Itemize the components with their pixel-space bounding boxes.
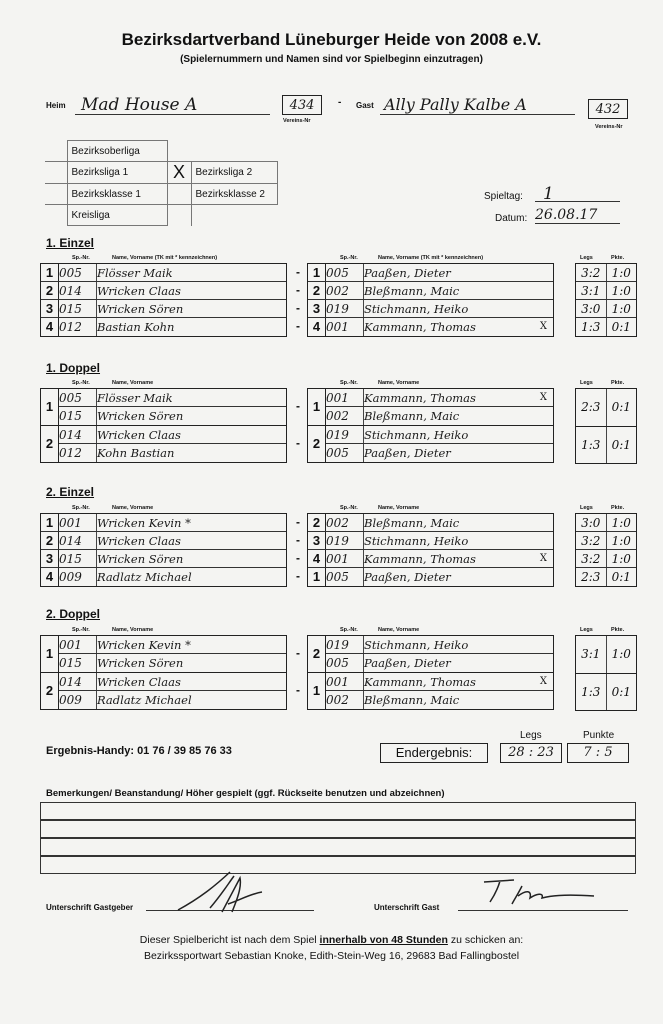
- remarks-label: Bemerkungen/ Beanstandung/ Höher gespielt (ggf. Rückseite benutzen und abzeichnen): [46, 788, 445, 799]
- legs-value: 3:2: [576, 264, 607, 281]
- doppel2-gast-table: [307, 635, 554, 710]
- versus-dash: -: [296, 551, 300, 565]
- signature-guest-label: Unterschrift Gast: [374, 903, 440, 912]
- col-header-name: Name, Vorname (TK mit * kennzeichnen): [378, 255, 484, 261]
- player-name: Paaßen, Dieter: [364, 266, 451, 280]
- captain-x-mark: X: [539, 392, 547, 403]
- player-nr: 001: [59, 514, 97, 531]
- col-header-pkte: Pkte.: [611, 505, 625, 511]
- table-row: [59, 407, 286, 425]
- legs-value: 3:2: [576, 550, 607, 567]
- player-name: Bleßmann, Maic: [364, 516, 460, 530]
- signature-guest-image: [478, 876, 598, 906]
- pair-row: [308, 636, 553, 673]
- table-row: [308, 264, 553, 282]
- player-nr: 002: [326, 407, 364, 425]
- row-number: 4: [308, 550, 326, 567]
- player-nr: 002: [326, 514, 364, 531]
- league-selected-mark: X: [167, 162, 191, 184]
- player-nr: 015: [59, 654, 97, 672]
- legs-value: 2:3: [576, 389, 607, 426]
- punkte-total-label: Punkte: [583, 730, 615, 741]
- result-row: [576, 674, 636, 711]
- heim-name-field: [75, 95, 270, 115]
- col-header-legs: Legs: [580, 380, 593, 386]
- heim-nr: 434: [289, 98, 315, 113]
- table-row: [41, 318, 286, 336]
- table-row: [308, 300, 553, 318]
- player-name: Wricken Sören: [97, 552, 184, 566]
- result-row: [576, 550, 636, 568]
- datum-label: Datum:: [495, 213, 528, 224]
- result-row: [576, 282, 636, 300]
- section-title-einzel2: 2. Einzel: [46, 485, 95, 499]
- legs-value: 3:2: [576, 532, 607, 549]
- player-nr: 001: [59, 636, 97, 653]
- player-name: Bleßmann, Maic: [364, 284, 460, 298]
- player-name: Bleßmann, Maic: [364, 409, 460, 423]
- player-nr: 005: [326, 568, 364, 586]
- col-header-name: Name, Vorname: [112, 380, 154, 386]
- table-row: [308, 514, 553, 532]
- versus-dash: -: [296, 515, 300, 529]
- player-name: Flösser Maik: [97, 391, 173, 405]
- player-name: Kohn Bastian: [97, 446, 175, 460]
- player-name: Wricken Claas: [97, 428, 181, 442]
- result-row: [576, 389, 636, 427]
- legs-value: 1:3: [576, 674, 607, 711]
- pkte-value: 0:1: [611, 684, 631, 699]
- remarks-line: [40, 838, 636, 856]
- player-name: Wricken Sören: [97, 656, 184, 670]
- einzel1-heim-table: [40, 263, 287, 337]
- pair-row: [41, 389, 286, 426]
- col-header-legs: Legs: [580, 255, 593, 261]
- table-row: [326, 426, 553, 444]
- notice-post: zu schicken an:: [447, 934, 524, 946]
- versus-dash: -: [296, 436, 300, 450]
- player-name: Paaßen, Dieter: [364, 446, 451, 460]
- player-name: Stichmann, Heiko: [364, 302, 469, 316]
- datum-field: [535, 206, 620, 224]
- row-number: 4: [308, 318, 326, 336]
- legs-value: 3:0: [576, 300, 607, 317]
- col-header-spnr: Sp.-Nr.: [72, 255, 90, 261]
- result-row: [576, 514, 636, 532]
- gast-label: Gast: [356, 101, 374, 110]
- player-nr: 005: [326, 444, 364, 462]
- col-header-spnr: Sp.-Nr.: [72, 380, 90, 386]
- captain-x-mark: X: [539, 553, 547, 564]
- pair-row: [308, 389, 553, 426]
- heim-name: Mad House A: [81, 95, 198, 115]
- signature-host-image: [170, 868, 270, 918]
- table-row: [59, 636, 286, 654]
- remarks-line: [40, 802, 636, 820]
- table-row: [308, 282, 553, 300]
- col-header-spnr: Sp.-Nr.: [340, 505, 358, 511]
- page-title: Bezirksdartverband Lüneburger Heide von 2008 e.V.: [121, 30, 542, 49]
- player-name-text: Kammann, Thomas: [364, 320, 476, 334]
- gast-name: Ally Pally Kalbe A: [384, 95, 527, 114]
- spieltag-value: 1: [543, 184, 554, 204]
- legs-total-label: Legs: [520, 730, 542, 741]
- versus-dash: -: [296, 569, 300, 583]
- row-number: 2: [308, 282, 326, 299]
- versus-dash: -: [296, 533, 300, 547]
- player-nr: 002: [326, 691, 364, 709]
- row-number: 2: [308, 514, 326, 531]
- row-number: 1: [308, 568, 326, 586]
- section-title-einzel1: 1. Einzel: [46, 236, 95, 250]
- pkte-value: 0:1: [611, 437, 631, 452]
- pkte-value: 1:0: [611, 552, 631, 566]
- result-row: [576, 636, 636, 674]
- pair-number: 2: [308, 426, 326, 462]
- table-row: [326, 389, 553, 407]
- player-nr: 009: [59, 691, 97, 709]
- section-title-doppel1: 1. Doppel: [46, 361, 101, 375]
- player-nr: 001: [326, 673, 364, 690]
- heim-nr-box: [282, 95, 322, 115]
- table-row: [59, 673, 286, 691]
- row-number: 1: [41, 264, 59, 281]
- row-number: 3: [41, 550, 59, 567]
- player-name: Wricken Kevin *: [97, 638, 191, 652]
- player-nr: 014: [59, 673, 97, 690]
- pkte-value: 1:0: [611, 516, 631, 530]
- datum-value: 26.08.17: [535, 207, 598, 223]
- table-row: [41, 550, 286, 568]
- player-name-text: Kammann, Thomas: [364, 675, 476, 689]
- table-row: [41, 300, 286, 318]
- versus-dash: -: [296, 646, 300, 660]
- col-header-pkte: Pkte.: [611, 627, 625, 633]
- pair-number: 2: [41, 673, 59, 709]
- remarks-line: [40, 856, 636, 874]
- player-nr: 001: [326, 389, 364, 406]
- col-header-legs: Legs: [580, 627, 593, 633]
- legs-value: 1:3: [576, 427, 607, 464]
- result-handy: Ergebnis-Handy: 01 76 / 39 85 76 33: [46, 745, 232, 757]
- heim-label: Heim: [46, 101, 66, 110]
- spieltag-field: [535, 184, 620, 202]
- pair-row: [41, 673, 286, 709]
- player-nr: 015: [59, 550, 97, 567]
- player-nr: 015: [59, 407, 97, 425]
- table-row: [308, 550, 553, 568]
- legs-value: 1:3: [576, 318, 607, 336]
- result-row: [576, 264, 636, 282]
- result-row: [576, 568, 636, 586]
- notice-deadline: innerhalb von 48 Stunden: [319, 934, 448, 946]
- col-header-pkte: Pkte.: [611, 380, 625, 386]
- pair-row: [41, 426, 286, 462]
- table-row: [41, 568, 286, 586]
- einzel1-gast-table: [307, 263, 554, 337]
- player-name-text: Kammann, Thomas: [364, 552, 476, 566]
- result-row: [576, 532, 636, 550]
- table-row: [308, 568, 553, 586]
- player-name-text: Kammann, Thomas: [364, 391, 476, 405]
- endergebnis-label: Endergebnis:: [380, 743, 488, 763]
- row-number: 2: [41, 282, 59, 299]
- player-name: [364, 673, 553, 690]
- pair-number: 1: [41, 636, 59, 672]
- table-row: [41, 264, 286, 282]
- table-row: [59, 426, 286, 444]
- spieltag-label: Spieltag:: [484, 191, 523, 202]
- captain-x-mark: X: [539, 321, 547, 332]
- pair-number: 1: [308, 673, 326, 709]
- result-row: [576, 300, 636, 318]
- notice: [0, 934, 663, 946]
- gast-nr-box: [588, 99, 628, 119]
- col-header-name: Name, Vorname: [378, 380, 420, 386]
- player-name: [364, 550, 553, 567]
- einzel2-results: [575, 513, 637, 587]
- col-header-name: Name, Vorname (TK mit * kennzeichnen): [112, 255, 218, 261]
- col-header-spnr: Sp.-Nr.: [72, 627, 90, 633]
- row-number: 4: [41, 318, 59, 336]
- col-header-spnr: Sp.-Nr.: [340, 255, 358, 261]
- page-subtitle: (Spielernummern und Namen sind vor Spielbeginn einzutragen): [180, 54, 483, 65]
- doppel1-gast-table: [307, 388, 554, 463]
- punkte-total: 7 : 5: [567, 743, 629, 763]
- row-number: 1: [308, 264, 326, 281]
- player-name: Stichmann, Heiko: [364, 638, 469, 652]
- pkte-value: 1:0: [611, 302, 631, 316]
- player-nr: 001: [326, 550, 364, 567]
- pair-row: [308, 426, 553, 462]
- player-name: Stichmann, Heiko: [364, 428, 469, 442]
- result-row: [576, 318, 636, 336]
- col-header-name: Name, Vorname: [378, 505, 420, 511]
- player-nr: 019: [326, 636, 364, 653]
- gast-nr: 432: [595, 102, 621, 117]
- player-name: Wricken Sören: [97, 302, 184, 316]
- league-option: Bezirksklasse 2: [191, 184, 277, 205]
- table-row: [326, 636, 553, 654]
- pair-row: [308, 673, 553, 709]
- player-name: Wricken Claas: [97, 284, 181, 298]
- col-header-legs: Legs: [580, 505, 593, 511]
- signature-host-label: Unterschrift Gastgeber: [46, 903, 134, 912]
- pkte-value: 0:1: [611, 320, 631, 334]
- versus-dash: -: [296, 683, 300, 697]
- table-row: [59, 691, 286, 709]
- row-number: 3: [308, 532, 326, 549]
- league-option: Bezirksklasse 1: [67, 184, 167, 205]
- player-name: Paaßen, Dieter: [364, 570, 451, 584]
- player-name: [364, 389, 553, 406]
- row-number: 1: [41, 514, 59, 531]
- legs-value: 3:0: [576, 514, 607, 531]
- versus-dash: -: [296, 319, 300, 333]
- player-nr: 002: [326, 282, 364, 299]
- legs-value: 3:1: [576, 282, 607, 299]
- notice-pre: Dieser Spielbericht ist nach dem Spiel: [139, 934, 320, 946]
- doppel2-results: [575, 635, 637, 711]
- pkte-value: 1:0: [611, 284, 631, 298]
- row-number: 4: [41, 568, 59, 586]
- player-nr: 019: [326, 426, 364, 443]
- player-name: Flösser Maik: [97, 266, 173, 280]
- league-option: Bezirksoberliga: [67, 141, 167, 162]
- col-header-spnr: Sp.-Nr.: [340, 380, 358, 386]
- table-row: [59, 654, 286, 672]
- player-name: Paaßen, Dieter: [364, 656, 451, 670]
- col-header-spnr: Sp.-Nr.: [340, 627, 358, 633]
- pair-number: 1: [308, 389, 326, 425]
- table-row: [326, 673, 553, 691]
- einzel1-results: [575, 263, 637, 337]
- pkte-value: 1:0: [611, 647, 631, 661]
- table-row: [326, 444, 553, 462]
- col-header-pkte: Pkte.: [611, 255, 625, 261]
- row-number: 3: [41, 300, 59, 317]
- versus-dash: -: [296, 265, 300, 279]
- gast-vereins-nr-label: Vereins-Nr: [595, 124, 623, 130]
- result-row: [576, 427, 636, 464]
- address: Bezirkssportwart Sebastian Knoke, Edith-Stein-Weg 16, 29683 Bad Fallingbostel: [143, 950, 520, 962]
- col-header-name: Name, Vorname: [112, 627, 154, 633]
- player-name: [364, 318, 553, 336]
- row-number: 3: [308, 300, 326, 317]
- player-name: Bastian Kohn: [97, 320, 175, 334]
- teams-separator: -: [338, 97, 342, 108]
- legs-value: 2:3: [576, 568, 607, 586]
- table-row: [41, 532, 286, 550]
- player-nr: 005: [59, 264, 97, 281]
- player-nr: 012: [59, 318, 97, 336]
- pair-row: [41, 636, 286, 673]
- player-name: Wricken Claas: [97, 675, 181, 689]
- player-nr: 005: [59, 389, 97, 406]
- player-nr: 014: [59, 282, 97, 299]
- doppel1-heim-table: [40, 388, 287, 463]
- table-row: [308, 532, 553, 550]
- doppel1-results: [575, 388, 637, 464]
- player-nr: 001: [326, 318, 364, 336]
- player-nr: 014: [59, 426, 97, 443]
- row-number: 2: [41, 532, 59, 549]
- legs-value: 3:1: [576, 636, 607, 673]
- gast-name-field: [380, 95, 575, 115]
- table-row: [326, 654, 553, 672]
- table-row: [41, 282, 286, 300]
- versus-dash: -: [296, 399, 300, 413]
- player-name: Radlatz Michael: [97, 570, 192, 584]
- player-nr: 019: [326, 532, 364, 549]
- player-name: Wricken Claas: [97, 534, 181, 548]
- player-name: Stichmann, Heiko: [364, 534, 469, 548]
- league-option: Bezirksliga 2: [191, 162, 277, 184]
- player-name: Wricken Kevin *: [97, 516, 191, 530]
- league-option: Bezirksliga 1: [67, 162, 167, 184]
- table-row: [41, 514, 286, 532]
- player-name: Bleßmann, Maic: [364, 693, 460, 707]
- pair-number: 2: [308, 636, 326, 672]
- player-nr: 005: [326, 264, 364, 281]
- einzel2-heim-table: [40, 513, 287, 587]
- table-row: [59, 444, 286, 462]
- col-header-spnr: Sp.-Nr.: [72, 505, 90, 511]
- player-name: Radlatz Michael: [97, 693, 192, 707]
- table-row: [308, 318, 553, 336]
- player-nr: 005: [326, 654, 364, 672]
- league-option: Kreisliga: [67, 205, 167, 226]
- heim-vereins-nr-label: Vereins-Nr: [283, 118, 311, 124]
- pkte-value: 1:0: [611, 534, 631, 548]
- col-header-name: Name, Vorname: [112, 505, 154, 511]
- player-nr: 014: [59, 532, 97, 549]
- doppel2-heim-table: [40, 635, 287, 710]
- pkte-value: 0:1: [611, 570, 631, 584]
- table-row: [59, 389, 286, 407]
- player-nr: 019: [326, 300, 364, 317]
- section-title-doppel2: 2. Doppel: [46, 607, 101, 621]
- pair-number: 2: [41, 426, 59, 462]
- col-header-name: Name, Vorname: [378, 627, 420, 633]
- player-nr: 009: [59, 568, 97, 586]
- remarks-line: [40, 820, 636, 838]
- table-row: [326, 691, 553, 709]
- legs-total: 28 : 23: [500, 743, 562, 763]
- table-row: [326, 407, 553, 425]
- pkte-value: 1:0: [611, 266, 631, 280]
- player-nr: 015: [59, 300, 97, 317]
- player-name: Wricken Sören: [97, 409, 184, 423]
- versus-dash: -: [296, 283, 300, 297]
- einzel2-gast-table: [307, 513, 554, 587]
- captain-x-mark: X: [539, 676, 547, 687]
- pkte-value: 0:1: [611, 400, 631, 414]
- pair-number: 1: [41, 389, 59, 425]
- league-table: [45, 140, 278, 226]
- versus-dash: -: [296, 301, 300, 315]
- player-nr: 012: [59, 444, 97, 462]
